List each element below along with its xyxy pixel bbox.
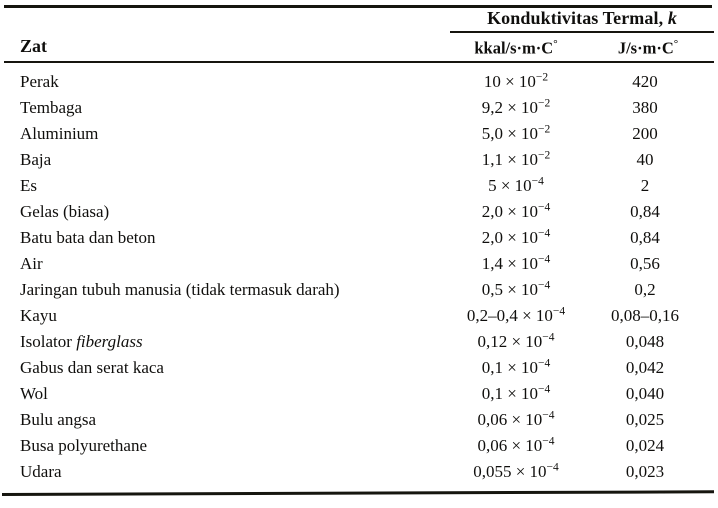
cell-exponent: −4 <box>538 357 551 370</box>
cell-exponent: −2 <box>538 123 551 136</box>
table-row <box>0 174 718 200</box>
cell-mantissa: 10 × 10 <box>483 72 536 91</box>
table-row <box>0 434 718 460</box>
table-row <box>0 96 718 122</box>
cell-exponent: −4 <box>552 305 566 318</box>
cell-exponent: −4 <box>531 175 544 188</box>
cell-exponent: −4 <box>538 253 551 266</box>
column-header-si-units <box>570 38 718 59</box>
cell-exponent: −4 <box>542 331 555 344</box>
cell-exponent: −4 <box>546 461 559 474</box>
cell-conductivity-si: 0,040 <box>625 384 665 403</box>
cell-mantissa: 0,1 × 10 <box>481 358 539 377</box>
column-header-kkal-units-text: kkal/s·m·C <box>474 38 554 58</box>
table-row <box>0 148 718 174</box>
cell-conductivity-si: 420 <box>632 72 658 91</box>
table-row <box>0 70 718 96</box>
column-header-substance: Zat <box>20 36 47 56</box>
table-row <box>0 226 718 252</box>
cell-conductivity-si: 2 <box>640 176 650 195</box>
cell-conductivity-si: 0,048 <box>625 332 665 351</box>
cell-mantissa: 0,12 × 10 <box>477 332 543 351</box>
cell-mantissa: 1,4 × 10 <box>481 254 539 273</box>
column-group-header <box>450 8 714 29</box>
cell-conductivity-si: 0,023 <box>625 462 665 481</box>
cell-conductivity-si: 0,024 <box>625 436 665 455</box>
cell-substance: Bulu angsa <box>20 410 97 429</box>
cell-substance: Es <box>20 176 37 195</box>
degree-sign-icon: ° <box>673 38 679 50</box>
cell-conductivity-si: 0,08–0,16 <box>611 306 679 325</box>
cell-mantissa: 5 × 10 <box>488 176 532 195</box>
cell-exponent: −4 <box>538 279 551 292</box>
cell-substance: Jaringan tubuh manusia (tidak termasuk darah) <box>20 280 340 299</box>
cell-mantissa: 0,06 × 10 <box>477 436 543 455</box>
column-group-rule <box>450 31 714 33</box>
cell-exponent: −4 <box>538 201 551 214</box>
cell-mantissa: 0,055 × 10 <box>473 462 547 481</box>
cell-exponent: −4 <box>542 435 555 448</box>
cell-substance: Baja <box>20 150 52 169</box>
table-row <box>0 330 718 356</box>
cell-exponent: −2 <box>538 97 551 110</box>
cell-exponent: −4 <box>538 383 551 396</box>
cell-substance: Wol <box>20 384 48 403</box>
table-bottom-rule <box>2 490 714 496</box>
cell-substance: Udara <box>20 462 62 481</box>
cell-substance-text: Isolator <box>20 332 77 351</box>
table-body <box>0 70 718 486</box>
cell-mantissa: 2,0 × 10 <box>481 228 539 247</box>
cell-conductivity-si: 0,56 <box>630 254 660 273</box>
cell-conductivity-si: 0,025 <box>625 410 665 429</box>
cell-conductivity-si: 40 <box>636 150 654 169</box>
table-header-rule <box>4 61 714 63</box>
table-row <box>0 252 718 278</box>
cell-substance: Perak <box>20 72 59 91</box>
cell-substance <box>20 330 143 354</box>
column-group-header-text: Konduktivitas Termal, <box>487 8 664 28</box>
cell-mantissa: 0,2–0,4 × 10 <box>466 306 553 325</box>
cell-substance-emphasis: fiberglass <box>76 332 143 351</box>
table-row <box>0 304 718 330</box>
cell-mantissa: 9,2 × 10 <box>481 98 539 117</box>
table-row <box>0 460 718 486</box>
cell-substance: Gabus dan serat kaca <box>20 358 164 377</box>
cell-substance: Kayu <box>20 306 57 325</box>
cell-substance: Busa polyurethane <box>20 436 147 455</box>
cell-conductivity-si: 0,84 <box>630 202 660 221</box>
cell-conductivity-si: 200 <box>632 124 658 143</box>
cell-substance: Air <box>20 254 43 273</box>
table-row <box>0 408 718 434</box>
table-row <box>0 382 718 408</box>
cell-conductivity-si: 0,84 <box>630 228 660 247</box>
table-row <box>0 200 718 226</box>
cell-substance: Batu bata dan beton <box>20 228 156 247</box>
cell-substance: Gelas (biasa) <box>20 202 110 221</box>
column-group-header-symbol: k <box>667 8 677 28</box>
cell-exponent: −2 <box>538 149 551 162</box>
cell-substance: Aluminium <box>20 124 99 143</box>
cell-mantissa: 2,0 × 10 <box>481 202 539 221</box>
column-header-si-units-text: J/s·m·C <box>617 38 674 58</box>
cell-substance: Tembaga <box>20 98 83 117</box>
cell-exponent: −4 <box>538 227 551 240</box>
cell-conductivity-si: 0,2 <box>634 280 656 299</box>
table-row <box>0 356 718 382</box>
cell-mantissa: 5,0 × 10 <box>481 124 539 143</box>
cell-conductivity-si: 380 <box>632 98 658 117</box>
table-row <box>0 278 718 304</box>
cell-mantissa: 0,5 × 10 <box>481 280 539 299</box>
cell-exponent: −2 <box>535 71 549 84</box>
cell-exponent: −4 <box>542 409 555 422</box>
cell-conductivity-si: 0,042 <box>625 358 665 377</box>
cell-mantissa: 0,1 × 10 <box>481 384 539 403</box>
degree-sign-icon: ° <box>553 38 558 50</box>
cell-mantissa: 1,1 × 10 <box>481 150 539 169</box>
table-row <box>0 122 718 148</box>
cell-mantissa: 0,06 × 10 <box>477 410 543 429</box>
